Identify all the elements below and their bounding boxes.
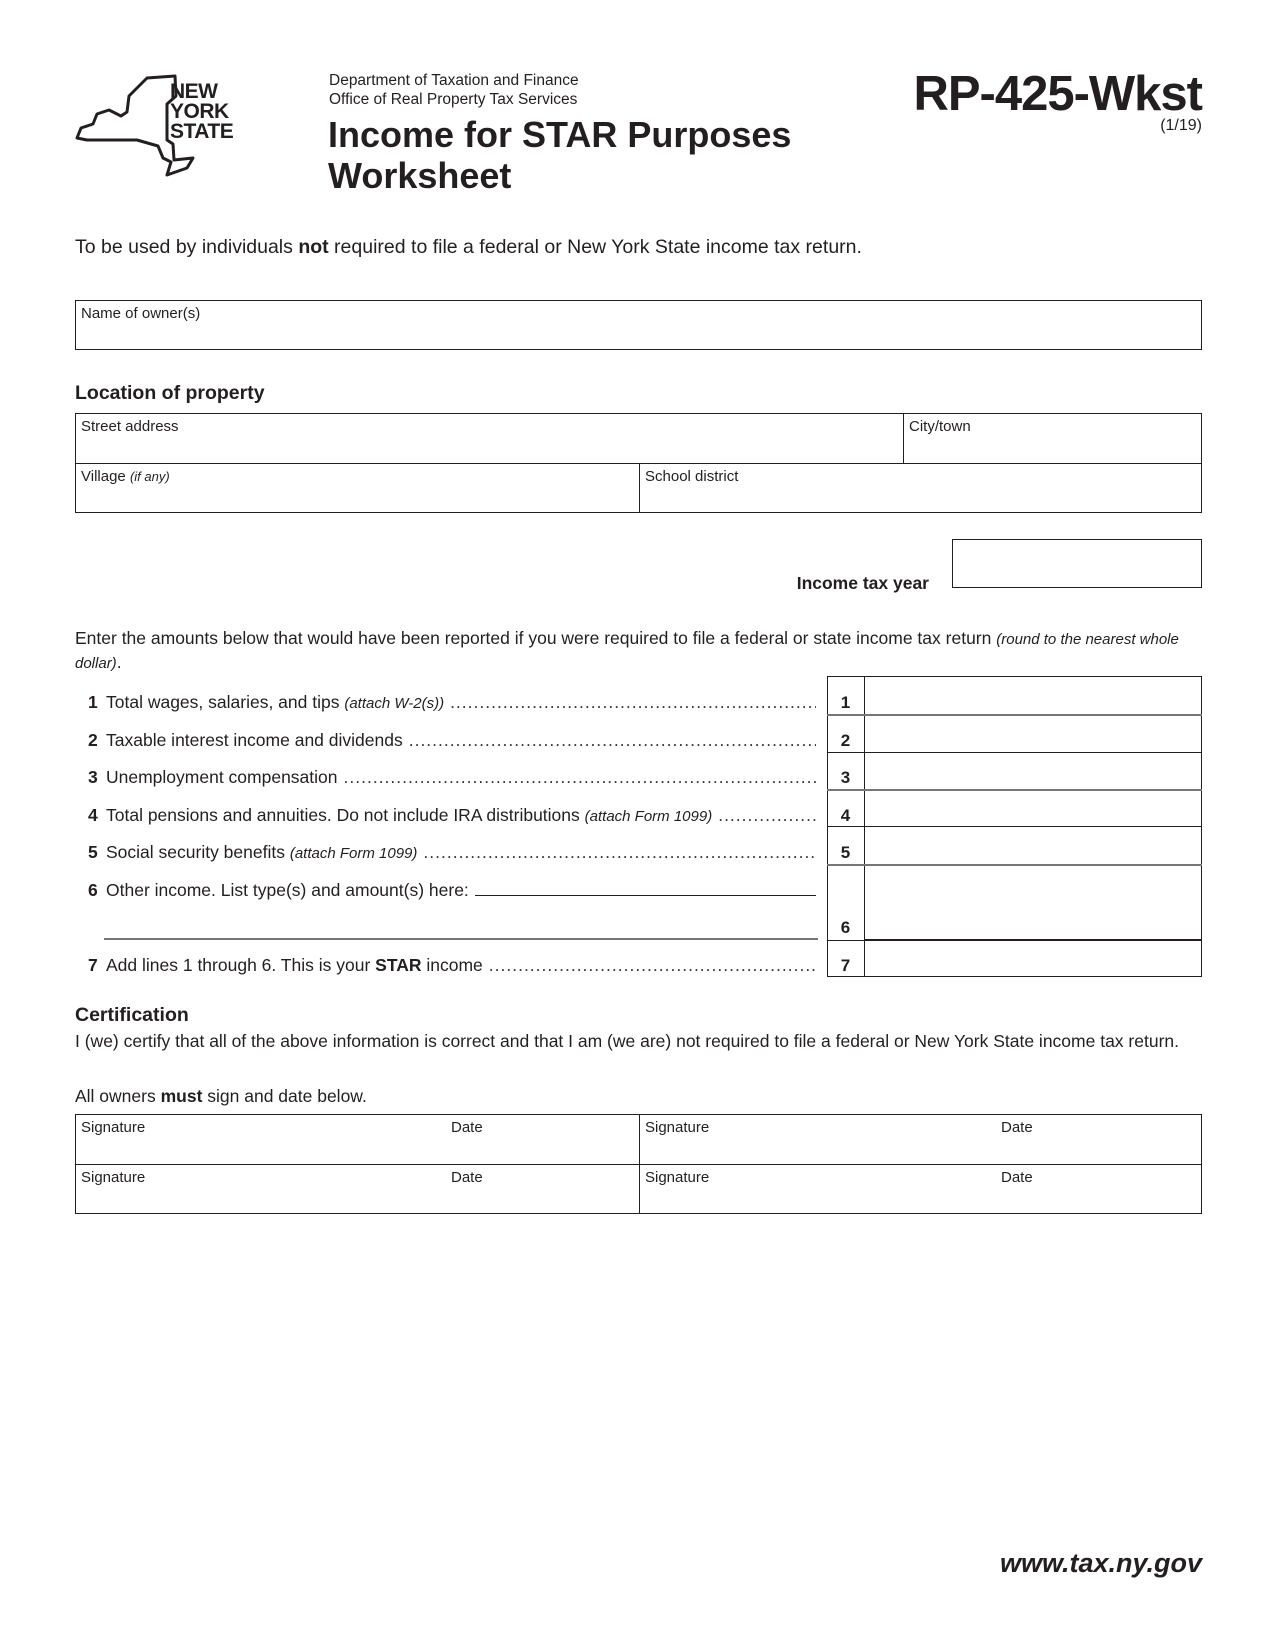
street-label: Street address: [81, 418, 179, 435]
signature-field-3[interactable]: Signature Date: [81, 1169, 483, 1186]
owner-name-label: Name of owner(s): [81, 305, 201, 322]
certification-text: I (we) certify that all of the above information is correct and that I am (we are) not required to file a federal or New York State income tax return.: [75, 1031, 1179, 1051]
logo-text-new: NEW: [170, 80, 218, 103]
form-title-line1: Income for STAR Purposes: [328, 114, 792, 155]
certification-heading: Certification: [75, 1004, 189, 1026]
amount-input-3[interactable]: [866, 753, 1201, 788]
signature-field-4[interactable]: Signature Date: [645, 1169, 1033, 1186]
line-6: 6 Other income. List type(s) and amount(s) here:: [88, 880, 816, 901]
line-5: 5 Social security benefits (attach Form 1099) .....: [88, 842, 816, 863]
department: Department of Taxation and Finance: [329, 72, 579, 89]
city-label: City/town: [909, 418, 971, 435]
income-tax-year-field[interactable]: [952, 539, 1202, 588]
box-number-5: 5: [840, 843, 851, 862]
box-number-4: 4: [840, 806, 851, 825]
income-tax-year-label: Income tax year: [796, 573, 929, 593]
sign-instruction: All owners must sign and date below.: [75, 1086, 367, 1106]
school-district-field[interactable]: [639, 463, 1202, 513]
amount-input-2[interactable]: [866, 716, 1201, 751]
line-7: 7 Add lines 1 through 6. This is your STAR income .....: [88, 955, 816, 976]
footer-url[interactable]: www.tax.ny.gov: [999, 1548, 1202, 1578]
line-6-entry-line[interactable]: [104, 938, 818, 940]
amount-input-7[interactable]: [866, 941, 1201, 976]
grid-row-line: [827, 940, 864, 941]
amount-input-5[interactable]: [866, 827, 1201, 863]
logo-text-state: STATE: [170, 120, 234, 143]
signature-field-2[interactable]: Signature Date: [645, 1119, 1033, 1136]
line-3: 3 Unemployment compensation .....: [88, 767, 816, 788]
box-number-1: 1: [840, 693, 851, 712]
owner-name-field[interactable]: [75, 300, 1202, 350]
signature-field-1[interactable]: Signature Date: [81, 1119, 483, 1136]
form-title-line2: Worksheet: [328, 155, 512, 196]
intro-text: [75, 236, 862, 259]
line-1: 1 Total wages, salaries, and tips (attach W-2(s)) .....: [88, 692, 816, 713]
form-number: RP-425-Wkst: [913, 67, 1202, 121]
line-4: 4 Total pensions and annuities. Do not include IRA distributions (attach Form 1099) .....: [88, 805, 816, 826]
village-label: Village (if any): [81, 468, 170, 485]
intro-bold: not: [298, 236, 329, 258]
intro-after: required to file a federal or New York State income tax return.: [328, 236, 862, 258]
amount-input-6[interactable]: [866, 866, 1201, 938]
office: Office of Real Property Tax Services: [329, 91, 578, 108]
city-town-field[interactable]: [903, 413, 1202, 464]
location-heading: Location of property: [75, 382, 265, 404]
box-number-2: 2: [840, 731, 851, 750]
amount-input-4[interactable]: [866, 791, 1201, 825]
amount-input-1[interactable]: [866, 677, 1201, 713]
line-2: 2 Taxable interest income and dividends .....: [88, 730, 816, 751]
box-number-3: 3: [840, 768, 851, 787]
intro-before: To be used by individuals: [75, 236, 299, 258]
instructions: Enter the amounts below that would have been reported if you were required to file a federal or state income tax return (round to the nearest whole dollar).: [75, 628, 1179, 672]
nys-logo: [75, 74, 241, 178]
village-field[interactable]: [75, 463, 640, 513]
box-number-6: 6: [840, 918, 851, 937]
street-address-field[interactable]: [75, 413, 904, 464]
logo-text-york: YORK: [170, 100, 229, 123]
school-label: School district: [645, 468, 739, 485]
box-number-7: 7: [840, 956, 851, 975]
revision-date: (1/19): [1160, 117, 1202, 134]
